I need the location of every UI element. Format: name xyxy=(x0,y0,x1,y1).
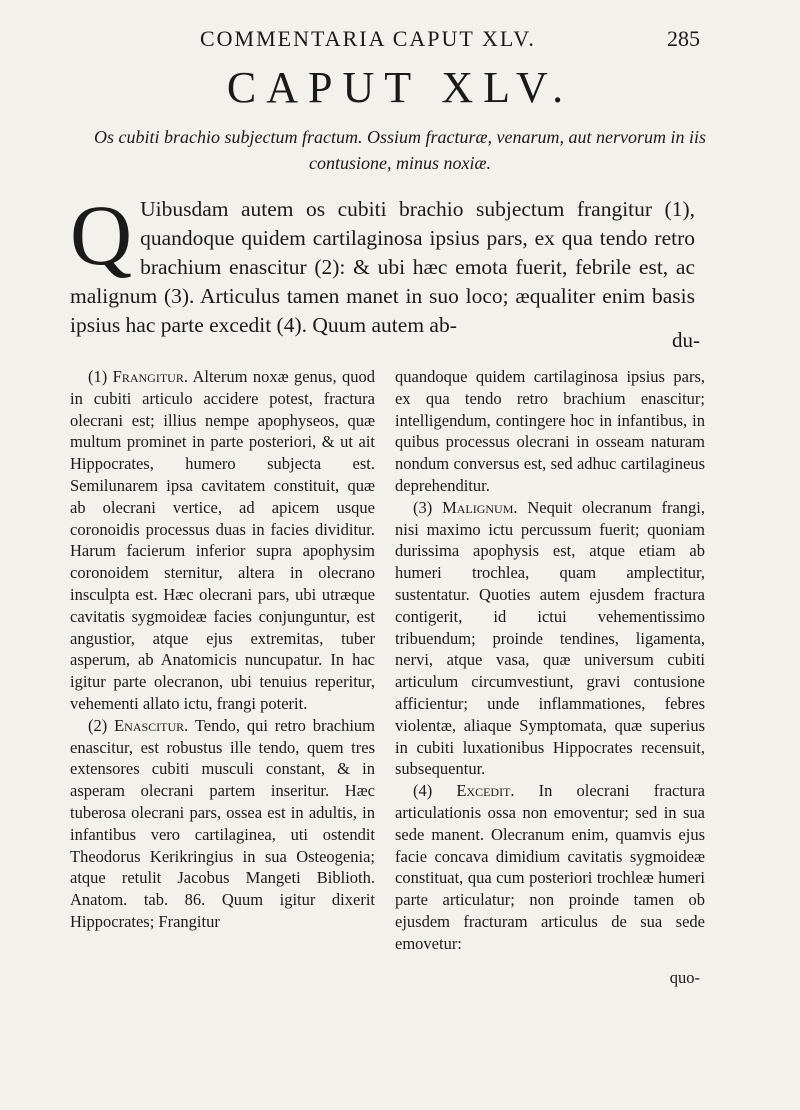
chapter-title: CAPUT XLV. xyxy=(226,63,574,112)
footnote xyxy=(395,780,705,954)
footnote xyxy=(70,366,375,715)
main-catchword: du- xyxy=(672,328,700,352)
page-number: 285 xyxy=(667,26,700,51)
footnote-label: Malignum. xyxy=(442,497,518,517)
chapter-subtitle: Os cubiti brachio subjectum fractum. Ossium fracturæ, venarum, aut nervorum in iis contusione, minus noxiæ. xyxy=(94,127,706,173)
running-head xyxy=(0,26,800,56)
footnote-text: In olecrani fractura articulationis ossa non emoventur; sed in sua sede manent. Olecranum enim, quamvis ejus facie concava dimidium cavitatis sygmoideæ constituat, qua cum posteriori trochleæ humeri parte articulatur; non proinde tamen ob ejusdem fracturam articulus de sua sede emovetur: xyxy=(395,781,705,953)
running-title: COMMENTARIA CAPUT XLV. xyxy=(200,26,536,51)
footnote-number: (2) xyxy=(88,715,108,735)
notes-catchword: quo- xyxy=(669,968,700,987)
footnote-label: Excedit. xyxy=(456,781,515,801)
footnote-number: (1) xyxy=(88,367,108,386)
footnote-text: quandoque quidem cartilaginosa ipsius pars, ex qua tendo retro brachium enascitur; intelligendum, contingere hoc in infantibus, in quibus processus olecrani in osseam naturam nondum conversus est, sed adhuc cartilagineus deprehenditur. xyxy=(395,367,705,495)
footnote-continuation xyxy=(395,366,705,497)
footnote-text: Nequit olecranum frangi, nisi maximo ictu percussum fuerit; quoniam durissima apophysis est, atque etiam ab humeri trochlea, quam amplectitur, sustentatur. Quoties autem ejusdem fractura contigerit, id ictui vehementissimo tribuendum; proinde tendines, ligamenta, nervi, atque vasa, quæ universum cubiti articulum circumvestiunt, gravi contusione afficientur; unde inflammationes, febres violentæ, aliaque Symptomata, quæ superius in cubiti luxationibus Hippocrates recensuit, subsequentur. xyxy=(395,497,706,779)
notes-right-column xyxy=(395,366,705,955)
footnote xyxy=(70,715,375,933)
footnote-number: (4) xyxy=(413,781,433,801)
drop-cap: Q xyxy=(70,187,133,283)
footnote-label: Frangitur. xyxy=(112,367,188,386)
footnote-text: Tendo, qui retro brachium enascitur, est robustus ille tendo, quem tres extensores cubiti musculi constant, & in asperam olecrani partem inseritur. Hæc tuberosa olecrani pars, ossea est in adultis, in infantibus vero cartilaginea, uti ostendit Theodorus Kerikringius in sua Osteogenia; atque retulit Jacobus Mangeti Biblioth. Anatom. tab. 86. Quum igitur dixerit Hippocrates; Frangitur xyxy=(70,715,376,931)
footnote-text: Alterum noxæ genus, quod in cubiti articulo accidere potest, fractura olecrani est; illius nempe apophyseos, quæ multum prominet in parte posteriori, & ut ait Hippocrates, humero subjecta est. Semilunarem ipsa cavitatem constituit, quæ ab olecrani vertice, ad apicem usque coronoidis processus duas in facies dividitur. Harum facierum inferior supra apophysim coronoidem sternitur, altera in olecrano insculpta est. Hæc olecrani pars, ubi utræque cavitatis sygmoideæ facies conjunguntur, est angustior, atque ejus extremitas, tuber asperum, ab Anatomicis nuncupatur. In hac igitur parte olecranon, ubi tenuius reperitur, vehementi allato ictu, frangi poterit. xyxy=(70,367,375,713)
footnote xyxy=(395,497,705,780)
main-text xyxy=(70,187,695,340)
footnote-number: (3) xyxy=(413,497,433,517)
main-text-body: Uibusdam autem os cubiti brachio subjectum frangitur (1), quandoque quidem cartilaginosa ipsius pars, ex qua tendo retro brachium enascitur (2): & ubi hæc emota fuerit, febrile est, ac malignum (3). Articulus tamen manet in suo loco; æqualiter enim basis ipsius hac parte excedit (4). Quum autem ab- xyxy=(70,197,695,337)
footnote-label: Enascitur. xyxy=(114,715,189,735)
notes-left-column xyxy=(70,366,375,933)
